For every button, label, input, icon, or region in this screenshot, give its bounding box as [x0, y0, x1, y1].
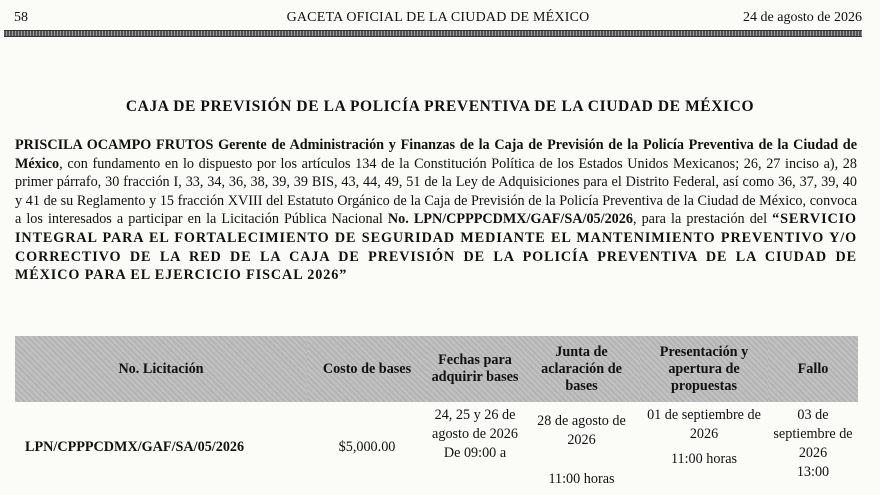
table-header-row — [15, 336, 858, 402]
cell-licitacion: LPN/CPPPCDMX/GAF/SA/05/2026 — [25, 439, 245, 455]
fechas-dates: 24, 25 y 26 de agosto de 2026 — [432, 407, 518, 442]
fallo-hour: 13:00 — [796, 464, 830, 480]
header-licitacion: No. Licitación — [15, 336, 307, 402]
paragraph-text-2: , para la prestación del — [632, 211, 773, 228]
gazette-header — [14, 10, 862, 28]
header-costo: Costo de bases — [307, 336, 427, 402]
service-name: “SERVICIO INTEGRAL PARA EL FORTALECIMIENTO DE SEGURIDAD MEDIANTE EL MANTENIMIENTO PREVENTIVO Y/O CORRECTIVO DE LA RED DE LA CAJA DE PREVISIÓN DE LA POLICÍA PREVENTIVA DE LA CIUDAD DE MÉXICO PARA EL EJERCICIO FISCAL 2026” — [15, 211, 857, 284]
cell-junta — [523, 402, 640, 489]
table-row — [15, 402, 858, 489]
fechas-hours: De 09:00 a — [443, 445, 507, 461]
junta-date: 28 de agosto de 2026 — [537, 413, 626, 448]
convocatoria-paragraph — [15, 136, 857, 285]
cell-fechas — [427, 402, 523, 489]
header-fallo: Fallo — [768, 336, 858, 402]
header-junta: Junta de aclaración de bases — [523, 336, 640, 402]
cell-costo: $5,000.00 — [338, 439, 396, 455]
presentacion-date: 01 de septiembre de 2026 — [647, 407, 761, 442]
cell-fallo — [768, 402, 858, 489]
fallo-date: 03 de septiembre de 2026 — [773, 407, 853, 461]
paragraph-text-1: , con fundamento en lo dispuesto por los artículos 134 de la Constitución Política de los Estados Unidos Mexicanos; 26, 27 inciso a), 28 primer párrafo, 30 fracción I, 33, 34, 36, 38, 39, 39 BIS, 43, 44, 49, 51 de la Ley de Adquisiciones para el Distrito Federal, así como 36, 37, 39, 40 y 41 de su Reglamento y 15 fracción XVIII del Estatuto Orgánico de la Caja de Previsión de la Policía Preventiva de la Ciudad de México, convoca a los interesados a participar en la Licitación Pública Nacional — [15, 155, 857, 228]
licitacion-number: No. LPN/CPPPCDMX/GAF/SA/05/2026 — [387, 211, 633, 228]
signer: PRISCILA OCAMPO FRUTOS Gerente de Administración y Finanzas de la Caja de Previsión de la Policía Preventiva de la Ciudad de México — [15, 137, 857, 172]
organization-heading: CAJA DE PREVISIÓN DE LA POLICÍA PREVENTIVA DE LA CIUDAD DE MÉXICO — [125, 98, 755, 115]
page-number: 58 — [14, 10, 28, 25]
header-presentacion: Presentación y apertura de propuestas — [640, 336, 768, 402]
presentacion-hour: 11:00 horas — [670, 451, 738, 467]
publication-date: 24 de agosto de 2026 — [743, 10, 862, 25]
cell-presentacion — [640, 402, 768, 489]
licitacion-table — [15, 336, 858, 489]
header-fechas: Fechas para adquirir bases — [427, 336, 523, 402]
junta-hour: 11:00 horas — [548, 471, 615, 487]
header-rule — [4, 30, 862, 37]
publication-title: GACETA OFICIAL DE LA CIUDAD DE MÉXICO — [286, 10, 590, 25]
